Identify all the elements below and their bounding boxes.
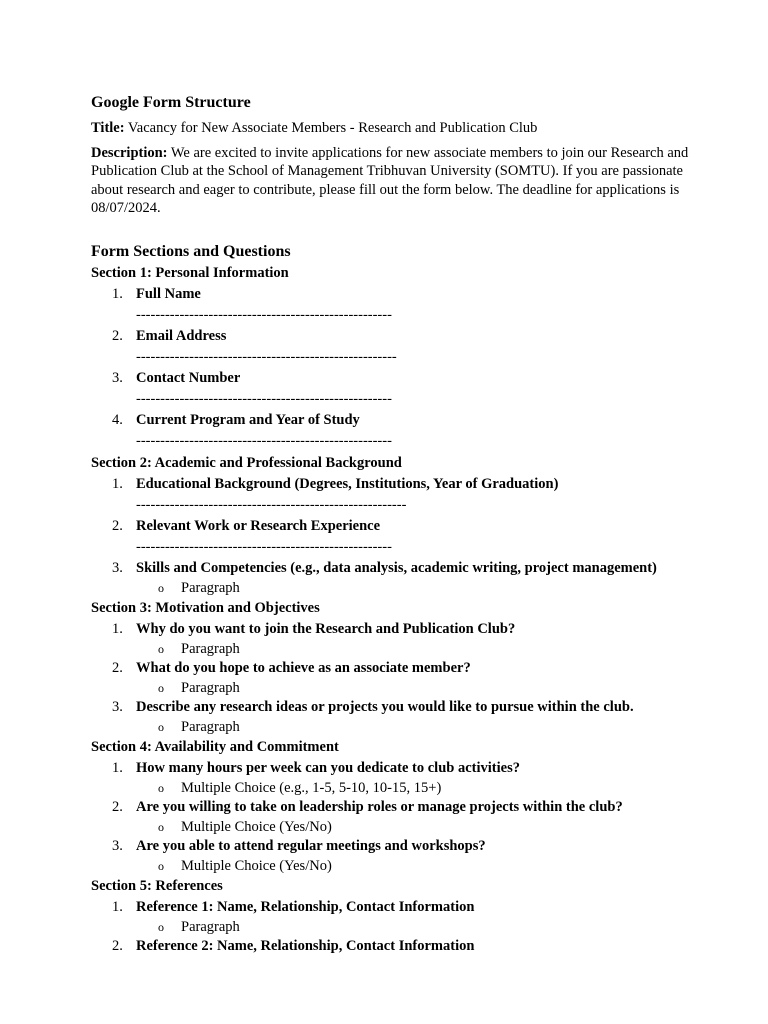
- question-item: [91, 797, 691, 836]
- question-number: 4.: [112, 411, 123, 428]
- circle-bullet-icon: o: [158, 580, 164, 595]
- question-text: Describe any research ideas or projects you would like to pursue within the club.: [136, 698, 634, 715]
- question-text: What do you hope to achieve as an associate member?: [136, 659, 471, 676]
- question-item: [91, 516, 691, 558]
- answer-line: -----------------------------------------------------: [136, 306, 392, 323]
- question-text: Skills and Competencies (e.g., data analysis, academic writing, project management): [136, 559, 657, 576]
- question-number: 1.: [112, 475, 123, 492]
- question-text: Reference 1: Name, Relationship, Contact Information: [136, 898, 475, 915]
- question-item: [91, 410, 691, 452]
- answer-type-item: [91, 640, 691, 658]
- question-text: Are you able to attend regular meetings and workshops?: [136, 837, 486, 854]
- question-number: 3.: [112, 698, 123, 715]
- sections-heading: Form Sections and Questions: [91, 242, 291, 260]
- answer-type-label: Paragraph: [181, 718, 240, 735]
- document-title: Google Form Structure: [91, 94, 251, 111]
- section-title: Section 3: Motivation and Objectives: [91, 599, 320, 616]
- question-item: [91, 658, 691, 697]
- answer-type-item: [91, 718, 691, 736]
- circle-bullet-icon: o: [158, 719, 164, 734]
- question-item: [91, 836, 691, 875]
- answer-type-item: [91, 818, 691, 836]
- question-text: Contact Number: [136, 369, 241, 386]
- circle-bullet-icon: o: [158, 641, 164, 656]
- answer-type-label: Paragraph: [181, 918, 240, 935]
- answer-type-label: Multiple Choice (e.g., 1-5, 5-10, 10-15, 15+): [181, 779, 442, 796]
- sections-list: [91, 263, 691, 957]
- answer-type-item: [91, 779, 691, 797]
- section-title: Section 1: Personal Information: [91, 264, 289, 281]
- answer-type-label: Multiple Choice (Yes/No): [181, 857, 332, 874]
- answer-type-label: Paragraph: [181, 579, 240, 596]
- question-number: 1.: [112, 620, 123, 637]
- question-text: How many hours per week can you dedicate to club activities?: [136, 759, 520, 776]
- answer-type-item: [91, 679, 691, 697]
- question-item: [91, 326, 691, 368]
- question-number: 2.: [112, 327, 123, 344]
- question-text: Current Program and Year of Study: [136, 411, 360, 428]
- question-number: 2.: [112, 659, 123, 676]
- question-text: Educational Background (Degrees, Institutions, Year of Graduation): [136, 475, 559, 492]
- circle-bullet-icon: o: [158, 780, 164, 795]
- answer-type-item: [91, 579, 691, 597]
- question-number: 1.: [112, 898, 123, 915]
- answer-type-item: [91, 918, 691, 936]
- question-text: Reference 2: Name, Relationship, Contact Information: [136, 937, 475, 954]
- question-item: [91, 619, 691, 658]
- form-section: [91, 598, 691, 736]
- form-section: [91, 737, 691, 875]
- question-number: 2.: [112, 798, 123, 815]
- question-number: 3.: [112, 559, 123, 576]
- question-item: [91, 368, 691, 410]
- answer-type-label: Multiple Choice (Yes/No): [181, 818, 332, 835]
- answer-line: -----------------------------------------------------: [136, 390, 392, 407]
- form-section: [91, 876, 691, 957]
- form-description-line: [91, 144, 691, 218]
- question-text: Why do you want to join the Research and Publication Club?: [136, 620, 516, 637]
- answer-line: -----------------------------------------------------: [136, 432, 392, 449]
- answer-line: -----------------------------------------------------: [136, 538, 392, 555]
- question-text: Full Name: [136, 285, 201, 302]
- question-number: 1.: [112, 759, 123, 776]
- question-item: [91, 474, 691, 516]
- document-page: [91, 93, 691, 957]
- question-number: 3.: [112, 837, 123, 854]
- question-text: Are you willing to take on leadership roles or manage projects within the club?: [136, 798, 623, 815]
- form-title-label: Title:: [91, 120, 125, 136]
- question-item: [91, 758, 691, 797]
- circle-bullet-icon: o: [158, 919, 164, 934]
- section-title: Section 5: References: [91, 877, 223, 894]
- question-text: Relevant Work or Research Experience: [136, 517, 381, 534]
- section-title: Section 4: Availability and Commitment: [91, 738, 339, 755]
- answer-type-label: Paragraph: [181, 679, 240, 696]
- question-number: 1.: [112, 285, 123, 302]
- question-item: [91, 697, 691, 736]
- form-title-line: [91, 119, 691, 138]
- question-text: Email Address: [136, 327, 227, 344]
- form-section: [91, 453, 691, 597]
- question-item: [91, 897, 691, 936]
- form-description-value: We are excited to invite applications for new associate members to join our Research and Publication Club at the School of Management Tribhuvan University (SOMTU). If you are passionate about research and eager to contribute, please fill out the form below. The deadline for applications is 08/07/2024.: [91, 144, 689, 216]
- section-title: Section 2: Academic and Professional Background: [91, 454, 402, 471]
- question-item: [91, 558, 691, 597]
- question-number: 3.: [112, 369, 123, 386]
- form-title-value: Vacancy for New Associate Members - Research and Publication Club: [124, 120, 538, 136]
- question-item: [91, 936, 691, 957]
- circle-bullet-icon: o: [158, 819, 164, 834]
- question-number: 2.: [112, 517, 123, 534]
- answer-line: --------------------------------------------------------: [136, 496, 407, 513]
- answer-type-item: [91, 857, 691, 875]
- circle-bullet-icon: o: [158, 858, 164, 873]
- question-number: 2.: [112, 937, 123, 954]
- answer-line: ------------------------------------------------------: [136, 348, 397, 365]
- question-item: [91, 284, 691, 326]
- form-description-label: Description:: [91, 144, 168, 161]
- circle-bullet-icon: o: [158, 680, 164, 695]
- answer-type-label: Paragraph: [181, 640, 240, 657]
- form-section: [91, 263, 691, 452]
